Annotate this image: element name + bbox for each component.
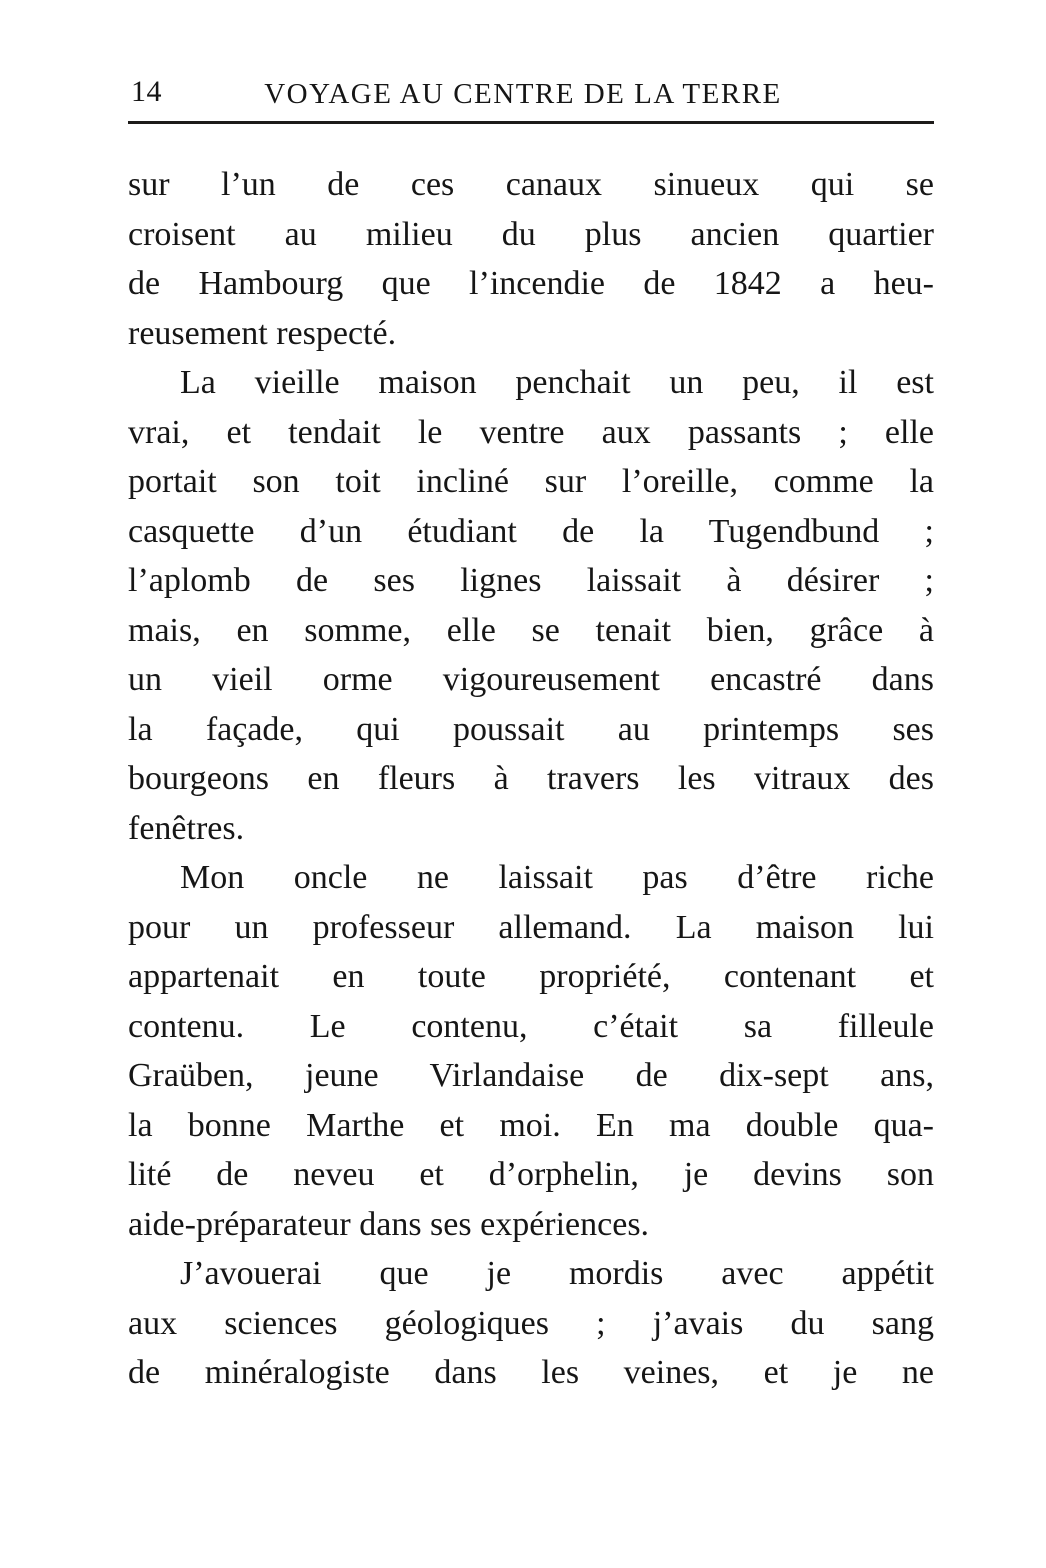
text-line: contenu. Le contenu, c’était sa filleule xyxy=(128,1007,934,1045)
text-line: la bonne Marthe et moi. En ma double qua- xyxy=(128,1106,934,1144)
paragraph xyxy=(128,853,934,1249)
text-line: portait son toit incliné sur l’oreille, comme la xyxy=(128,463,934,500)
page-number: 14 xyxy=(131,75,162,108)
text-line: aide-préparateur dans ses expériences. xyxy=(128,1205,650,1243)
header-rule xyxy=(128,121,934,124)
text-line: de minéralogiste dans les veines, et je ne xyxy=(128,1354,934,1391)
text-line: la façade, qui poussait au printemps ses xyxy=(128,710,934,748)
text-line: J’avouerai que je mordis avec appétit xyxy=(180,1255,934,1292)
text-line: pour un professeur allemand. La maison lui xyxy=(128,908,934,946)
text-line: aux sciences géologiques ; j’avais du sang xyxy=(128,1304,934,1342)
text-line: sur l’un de ces canaux sinueux qui se xyxy=(128,166,934,203)
text-line: bourgeons en fleurs à travers les vitraux des xyxy=(128,760,934,797)
text-line: un vieil orme vigoureusement encastré dans xyxy=(128,661,934,698)
text-line: fenêtres. xyxy=(128,809,245,847)
body-text xyxy=(128,160,934,1398)
text-line: Graüben, jeune Virlandaise de dix-sept ans, xyxy=(128,1057,934,1094)
paragraph xyxy=(128,160,934,358)
text-line: appartenait en toute propriété, contenant et xyxy=(128,958,934,995)
text-line: croisent au milieu du plus ancien quartier xyxy=(128,215,934,253)
text-line: La vieille maison penchait un peu, il est xyxy=(180,364,934,401)
text-line: reusement respecté. xyxy=(128,314,397,352)
text-line: lité de neveu et d’orphelin, je devins son xyxy=(128,1156,934,1193)
text-line: Mon oncle ne laissait pas d’être riche xyxy=(180,859,934,896)
paragraph xyxy=(128,1249,934,1398)
text-line: vrai, et tendait le ventre aux passants ; elle xyxy=(128,413,934,451)
paragraph xyxy=(128,358,934,853)
text-line: casquette d’un étudiant de la Tugendbund ; xyxy=(128,512,934,550)
text-line: mais, en somme, elle se tenait bien, grâce à xyxy=(128,611,934,649)
text-line: l’aplomb de ses lignes laissait à désirer ; xyxy=(128,562,934,599)
running-title: VOYAGE AU CENTRE DE LA TERRE xyxy=(264,78,782,110)
text-line: de Hambourg que l’incendie de 1842 a heu- xyxy=(128,265,934,302)
